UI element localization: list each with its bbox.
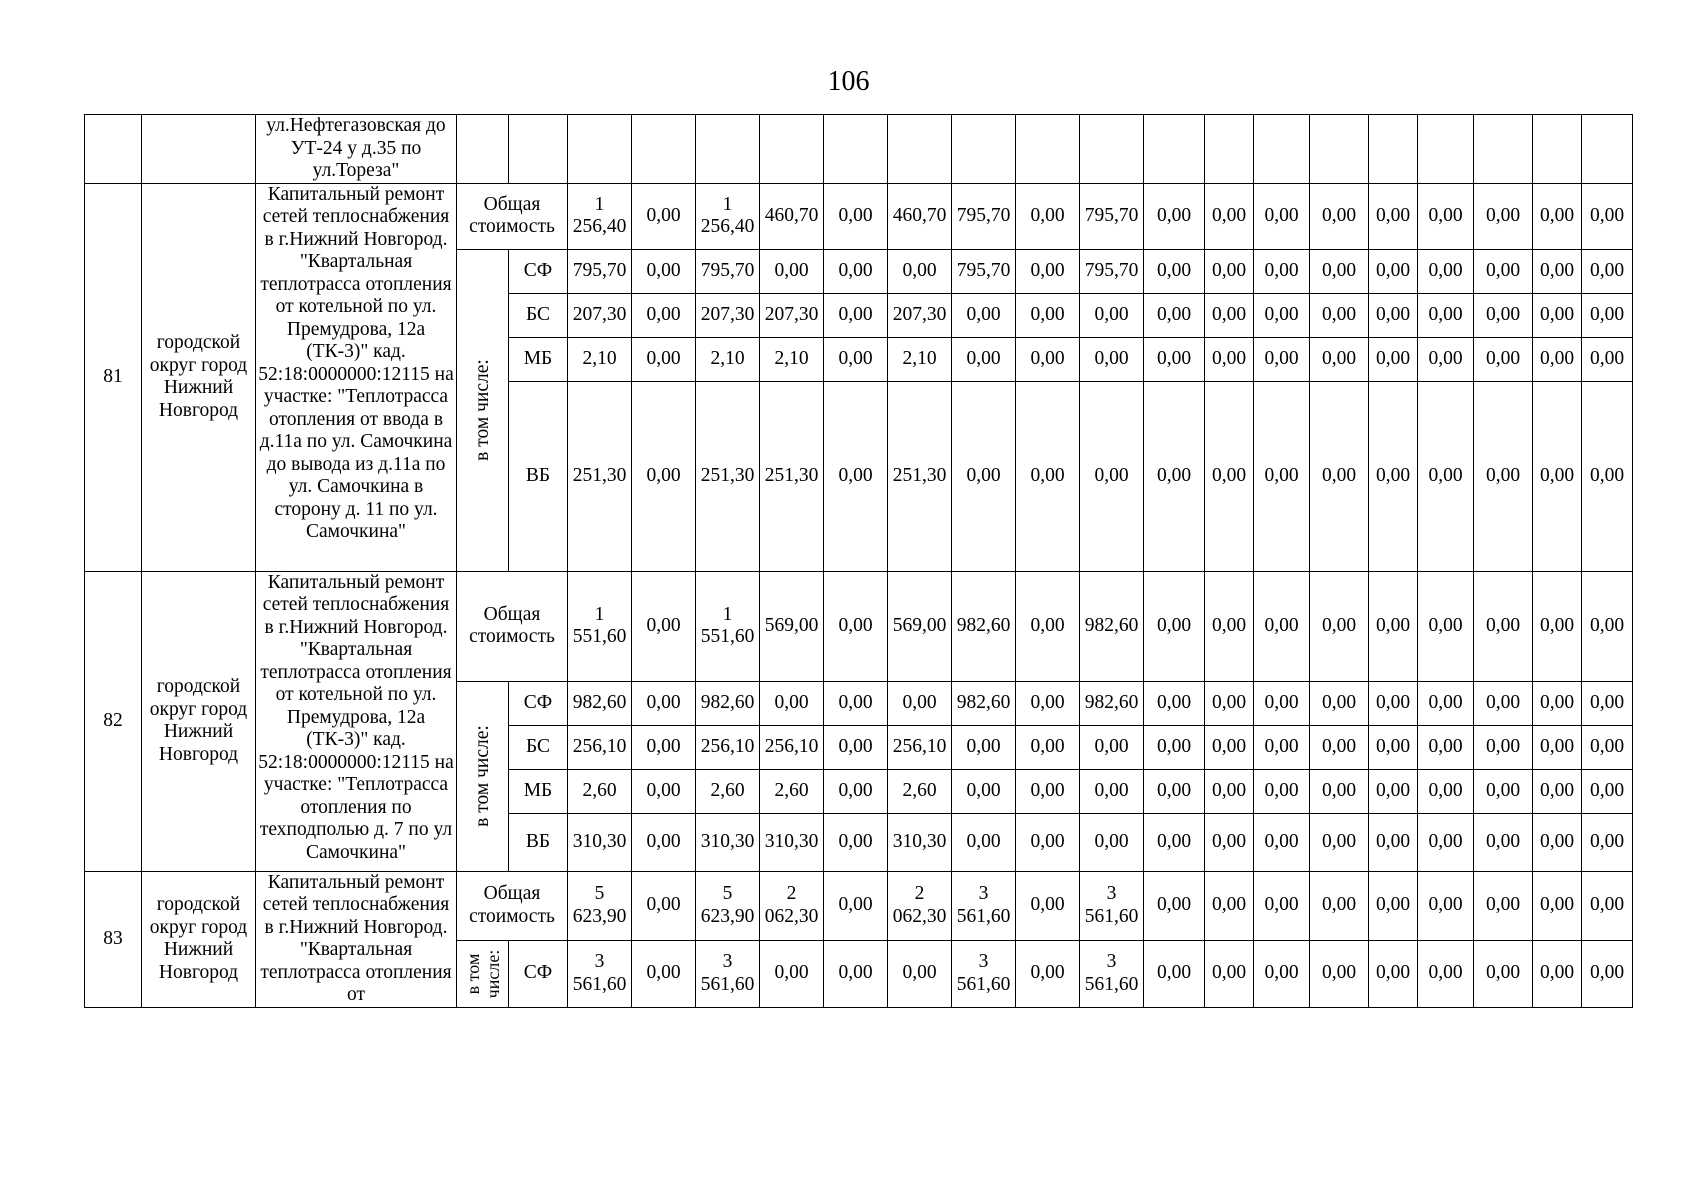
value-cell: 0,00 [1369, 725, 1418, 769]
value-cell: 0,00 [952, 725, 1016, 769]
value-cell: 0,00 [824, 337, 888, 381]
empty-cell [824, 115, 888, 184]
value-cell: 569,00 [888, 571, 952, 681]
value-cell: 5 623,90 [568, 871, 632, 940]
value-cell: 0,00 [632, 337, 696, 381]
value-cell: 0,00 [1474, 571, 1533, 681]
empty-cell [1474, 115, 1533, 184]
value-cell: 0,00 [1144, 571, 1205, 681]
value-cell: 0,00 [1205, 871, 1254, 940]
value-cell: 0,00 [824, 381, 888, 571]
value-cell: 982,60 [952, 571, 1016, 681]
value-cell: 0,00 [632, 871, 696, 940]
value-cell: 0,00 [1254, 183, 1310, 249]
value-cell: 0,00 [1582, 183, 1633, 249]
value-cell: 0,00 [1582, 681, 1633, 725]
value-cell: 0,00 [632, 813, 696, 871]
value-cell: 0,00 [1582, 725, 1633, 769]
municipality-cell: городской округ город Нижний Новгород [142, 183, 256, 571]
value-cell: 0,00 [824, 183, 888, 249]
object-description-cell: ул.Нефтегазовская до УТ-24 у д.35 по ул.Тореза" [256, 115, 457, 184]
value-cell: 251,30 [760, 381, 824, 571]
empty-cell [509, 115, 568, 184]
value-cell: 0,00 [888, 249, 952, 293]
value-cell: 0,00 [632, 769, 696, 813]
value-cell: 0,00 [1369, 769, 1418, 813]
value-cell: 0,00 [1080, 381, 1144, 571]
value-cell: 0,00 [1144, 183, 1205, 249]
source-label-cell: ВБ [509, 813, 568, 871]
value-cell: 0,00 [1369, 249, 1418, 293]
value-cell: 207,30 [696, 293, 760, 337]
value-cell: 0,00 [1144, 769, 1205, 813]
value-cell: 0,00 [1144, 337, 1205, 381]
value-cell: 1 256,40 [696, 183, 760, 249]
value-cell: 2,10 [888, 337, 952, 381]
value-cell: 0,00 [1474, 769, 1533, 813]
value-cell: 0,00 [1474, 681, 1533, 725]
empty-cell [568, 115, 632, 184]
object-description-cell: Капитальный ремонт сетей теплоснабжения в г.Нижний Новгород. "Квартальная теплотрасса отопления от котельной по ул. Премудрова, 12а (ТК-3)" кад. 52:18:0000000:12115 на участке: "Теплотрасса отопления по техподполью д. 7 по ул Самочкина" [256, 571, 457, 871]
including-label-text: в том числе: [471, 725, 493, 827]
value-cell: 0,00 [1310, 871, 1369, 940]
empty-cell [1418, 115, 1474, 184]
value-cell: 0,00 [1474, 940, 1533, 1007]
value-cell: 0,00 [1205, 183, 1254, 249]
value-cell: 982,60 [1080, 681, 1144, 725]
value-cell: 0,00 [1144, 293, 1205, 337]
value-cell: 460,70 [888, 183, 952, 249]
value-cell: 0,00 [1254, 681, 1310, 725]
value-cell: 0,00 [1533, 940, 1582, 1007]
value-cell: 0,00 [1144, 249, 1205, 293]
empty-cell [1533, 115, 1582, 184]
value-cell: 982,60 [568, 681, 632, 725]
value-cell: 0,00 [824, 871, 888, 940]
including-label-text: в том числе: [471, 359, 493, 461]
value-cell: 569,00 [760, 571, 824, 681]
value-cell: 0,00 [760, 681, 824, 725]
value-cell: 0,00 [1144, 381, 1205, 571]
value-cell: 795,70 [952, 183, 1016, 249]
empty-cell [696, 115, 760, 184]
value-cell: 0,00 [1533, 769, 1582, 813]
value-cell: 0,00 [1474, 249, 1533, 293]
value-cell: 0,00 [1418, 571, 1474, 681]
value-cell: 0,00 [1016, 813, 1080, 871]
value-cell: 0,00 [1016, 249, 1080, 293]
value-cell: 0,00 [1533, 249, 1582, 293]
value-cell: 0,00 [824, 249, 888, 293]
value-cell: 0,00 [1533, 871, 1582, 940]
source-label-cell: ВБ [509, 381, 568, 571]
value-cell: 0,00 [1016, 381, 1080, 571]
value-cell: 0,00 [1474, 871, 1533, 940]
value-cell: 0,00 [1418, 337, 1474, 381]
value-cell: 0,00 [1016, 183, 1080, 249]
value-cell: 0,00 [888, 940, 952, 1007]
row-number-cell [85, 115, 142, 184]
including-label-cell [457, 940, 509, 1007]
value-cell: 0,00 [824, 681, 888, 725]
value-cell: 795,70 [696, 249, 760, 293]
value-cell: 0,00 [632, 571, 696, 681]
value-cell: 207,30 [568, 293, 632, 337]
value-cell: 0,00 [1016, 681, 1080, 725]
value-cell: 0,00 [824, 940, 888, 1007]
value-cell: 0,00 [1533, 337, 1582, 381]
value-cell: 0,00 [1205, 381, 1254, 571]
value-cell: 3 561,60 [568, 940, 632, 1007]
value-cell: 0,00 [1310, 769, 1369, 813]
value-cell: 0,00 [1310, 183, 1369, 249]
value-cell: 0,00 [1254, 293, 1310, 337]
empty-cell [760, 115, 824, 184]
value-cell: 2,60 [760, 769, 824, 813]
value-cell: 0,00 [1369, 571, 1418, 681]
empty-cell [1016, 115, 1080, 184]
empty-cell [1080, 115, 1144, 184]
value-cell: 310,30 [888, 813, 952, 871]
value-cell: 0,00 [632, 940, 696, 1007]
value-cell: 0,00 [1369, 293, 1418, 337]
source-label-cell: СФ [509, 681, 568, 725]
value-cell: 0,00 [632, 183, 696, 249]
value-cell: 310,30 [696, 813, 760, 871]
value-cell: 0,00 [760, 249, 824, 293]
value-cell: 0,00 [632, 725, 696, 769]
value-cell: 0,00 [1144, 940, 1205, 1007]
value-cell: 1 551,60 [696, 571, 760, 681]
empty-cell [1144, 115, 1205, 184]
value-cell: 0,00 [1582, 293, 1633, 337]
value-cell: 0,00 [1310, 681, 1369, 725]
value-cell: 207,30 [888, 293, 952, 337]
including-label-cell [457, 681, 509, 871]
value-cell: 0,00 [824, 571, 888, 681]
value-cell: 0,00 [1254, 337, 1310, 381]
value-cell: 0,00 [1418, 381, 1474, 571]
value-cell: 1 551,60 [568, 571, 632, 681]
value-cell: 0,00 [952, 381, 1016, 571]
empty-cell [632, 115, 696, 184]
value-cell: 0,00 [1254, 249, 1310, 293]
value-cell: 0,00 [1418, 249, 1474, 293]
value-cell: 256,10 [696, 725, 760, 769]
value-cell: 0,00 [1533, 381, 1582, 571]
value-cell: 795,70 [568, 249, 632, 293]
value-cell: 0,00 [1582, 381, 1633, 571]
row-number-cell: 82 [85, 571, 142, 871]
value-cell: 0,00 [888, 681, 952, 725]
empty-cell [952, 115, 1016, 184]
value-cell: 0,00 [1254, 725, 1310, 769]
value-cell: 0,00 [1205, 337, 1254, 381]
value-cell: 0,00 [1254, 871, 1310, 940]
value-cell: 2,10 [760, 337, 824, 381]
value-cell: 0,00 [1016, 769, 1080, 813]
value-cell: 0,00 [1418, 183, 1474, 249]
value-cell: 2,10 [568, 337, 632, 381]
source-label-cell: БС [509, 725, 568, 769]
value-cell: 3 561,60 [1080, 871, 1144, 940]
value-cell: 5 623,90 [696, 871, 760, 940]
value-cell: 795,70 [1080, 249, 1144, 293]
value-cell: 0,00 [1418, 871, 1474, 940]
including-label-cell [457, 249, 509, 571]
value-cell: 0,00 [1310, 725, 1369, 769]
value-cell: 310,30 [760, 813, 824, 871]
value-cell: 0,00 [1582, 337, 1633, 381]
value-cell: 0,00 [1205, 940, 1254, 1007]
block-total-row [85, 571, 1633, 681]
value-cell: 310,30 [568, 813, 632, 871]
value-cell: 251,30 [568, 381, 632, 571]
source-label-cell: БС [509, 293, 568, 337]
value-cell: 2 062,30 [888, 871, 952, 940]
value-cell: 0,00 [1369, 813, 1418, 871]
value-cell: 0,00 [1080, 813, 1144, 871]
value-cell: 0,00 [1474, 381, 1533, 571]
value-cell: 0,00 [1080, 725, 1144, 769]
value-cell: 0,00 [1016, 337, 1080, 381]
value-cell: 0,00 [632, 293, 696, 337]
total-label-cell: Общая стоимость [457, 871, 568, 940]
value-cell: 0,00 [632, 681, 696, 725]
empty-cell [1205, 115, 1254, 184]
row-number-cell: 81 [85, 183, 142, 571]
value-cell: 2,60 [696, 769, 760, 813]
value-cell: 0,00 [1582, 813, 1633, 871]
value-cell: 0,00 [1533, 293, 1582, 337]
value-cell: 0,00 [1533, 725, 1582, 769]
value-cell: 2,60 [888, 769, 952, 813]
value-cell: 460,70 [760, 183, 824, 249]
value-cell: 256,10 [888, 725, 952, 769]
value-cell: 0,00 [1205, 249, 1254, 293]
value-cell: 0,00 [1205, 725, 1254, 769]
source-label-cell: СФ [509, 940, 568, 1007]
value-cell: 0,00 [1310, 940, 1369, 1007]
value-cell: 795,70 [1080, 183, 1144, 249]
value-cell: 0,00 [1582, 871, 1633, 940]
value-cell: 0,00 [1369, 381, 1418, 571]
value-cell: 0,00 [1474, 337, 1533, 381]
value-cell: 3 561,60 [952, 940, 1016, 1007]
value-cell: 0,00 [1144, 813, 1205, 871]
municipality-cell: городской округ город Нижний Новгород [142, 571, 256, 871]
value-cell: 0,00 [1582, 571, 1633, 681]
source-label-cell: МБ [509, 337, 568, 381]
value-cell: 0,00 [1205, 769, 1254, 813]
value-cell: 0,00 [952, 337, 1016, 381]
value-cell: 0,00 [1369, 337, 1418, 381]
empty-cell [1369, 115, 1418, 184]
value-cell: 0,00 [824, 293, 888, 337]
value-cell: 0,00 [1418, 725, 1474, 769]
value-cell: 0,00 [1418, 681, 1474, 725]
value-cell: 0,00 [1369, 871, 1418, 940]
value-cell: 0,00 [824, 813, 888, 871]
value-cell: 0,00 [1310, 337, 1369, 381]
value-cell: 0,00 [1205, 813, 1254, 871]
value-cell: 0,00 [1310, 571, 1369, 681]
value-cell: 0,00 [1474, 813, 1533, 871]
value-cell: 2,60 [568, 769, 632, 813]
value-cell: 0,00 [1369, 681, 1418, 725]
value-cell: 982,60 [952, 681, 1016, 725]
block-total-row [85, 871, 1633, 940]
value-cell: 256,10 [568, 725, 632, 769]
value-cell: 0,00 [1254, 940, 1310, 1007]
value-cell: 1 256,40 [568, 183, 632, 249]
value-cell: 0,00 [1369, 940, 1418, 1007]
value-cell: 2,10 [696, 337, 760, 381]
value-cell: 0,00 [1205, 571, 1254, 681]
value-cell: 0,00 [1533, 571, 1582, 681]
value-cell: 795,70 [952, 249, 1016, 293]
empty-cell [1254, 115, 1310, 184]
value-cell: 0,00 [1205, 293, 1254, 337]
row-number-cell: 83 [85, 871, 142, 1007]
page-number: 106 [827, 66, 870, 97]
value-cell: 0,00 [1418, 813, 1474, 871]
value-cell: 0,00 [1205, 681, 1254, 725]
value-cell: 0,00 [1016, 940, 1080, 1007]
value-cell: 0,00 [1254, 813, 1310, 871]
value-cell: 3 561,60 [696, 940, 760, 1007]
value-cell: 251,30 [696, 381, 760, 571]
value-cell: 0,00 [1080, 337, 1144, 381]
value-cell: 0,00 [1080, 293, 1144, 337]
value-cell: 0,00 [632, 381, 696, 571]
value-cell: 982,60 [696, 681, 760, 725]
value-cell: 0,00 [1582, 769, 1633, 813]
value-cell: 0,00 [1016, 571, 1080, 681]
value-cell: 0,00 [1582, 249, 1633, 293]
value-cell: 0,00 [1474, 293, 1533, 337]
value-cell: 0,00 [952, 813, 1016, 871]
value-cell: 0,00 [952, 293, 1016, 337]
continuation-row [85, 115, 1633, 184]
value-cell: 0,00 [1474, 725, 1533, 769]
value-cell: 0,00 [632, 249, 696, 293]
value-cell: 0,00 [952, 769, 1016, 813]
empty-cell [457, 115, 509, 184]
value-cell: 0,00 [1418, 940, 1474, 1007]
value-cell: 0,00 [1310, 293, 1369, 337]
object-description-cell: Капитальный ремонт сетей теплоснабжения в г.Нижний Новгород. "Квартальная теплотрасса отопления от котельной по ул. Премудрова, 12а (ТК-3)" кад. 52:18:0000000:12115 на участке: "Теплотрасса отопления от ввода в д.11а по ул. Самочкина до вывода из д.11а по ул. Самочкина в сторону д. 11 по ул. Самочкина" [256, 183, 457, 571]
including-label-text: в том числе: [462, 949, 503, 998]
value-cell: 0,00 [1369, 183, 1418, 249]
value-cell: 0,00 [1310, 249, 1369, 293]
value-cell: 0,00 [1144, 681, 1205, 725]
value-cell: 207,30 [760, 293, 824, 337]
empty-cell [1582, 115, 1633, 184]
value-cell: 256,10 [760, 725, 824, 769]
total-label-cell: Общая стоимость [457, 183, 568, 249]
municipality-cell [142, 115, 256, 184]
value-cell: 982,60 [1080, 571, 1144, 681]
value-cell: 0,00 [1080, 769, 1144, 813]
value-cell: 0,00 [1016, 725, 1080, 769]
value-cell: 0,00 [1582, 940, 1633, 1007]
value-cell: 0,00 [1016, 871, 1080, 940]
value-cell: 0,00 [1254, 769, 1310, 813]
source-label-cell: СФ [509, 249, 568, 293]
value-cell: 0,00 [1016, 293, 1080, 337]
value-cell: 0,00 [1418, 769, 1474, 813]
value-cell: 3 561,60 [1080, 940, 1144, 1007]
value-cell: 0,00 [1533, 183, 1582, 249]
value-cell: 251,30 [888, 381, 952, 571]
object-description-cell: Капитальный ремонт сетей теплоснабжения в г.Нижний Новгород. "Квартальная теплотрасса отопления от [256, 871, 457, 1007]
value-cell: 0,00 [1533, 681, 1582, 725]
value-cell: 0,00 [1254, 571, 1310, 681]
value-cell: 0,00 [1310, 813, 1369, 871]
value-cell: 0,00 [1310, 381, 1369, 571]
value-cell: 0,00 [824, 725, 888, 769]
municipality-cell: городской округ город Нижний Новгород [142, 871, 256, 1007]
value-cell: 0,00 [760, 940, 824, 1007]
value-cell: 2 062,30 [760, 871, 824, 940]
block-total-row [85, 183, 1633, 249]
total-label-cell: Общая стоимость [457, 571, 568, 681]
empty-cell [1310, 115, 1369, 184]
funding-table [84, 114, 1633, 1008]
value-cell: 0,00 [1474, 183, 1533, 249]
value-cell: 0,00 [1254, 381, 1310, 571]
value-cell: 0,00 [824, 769, 888, 813]
source-label-cell: МБ [509, 769, 568, 813]
value-cell: 0,00 [1418, 293, 1474, 337]
value-cell: 0,00 [1144, 725, 1205, 769]
value-cell: 3 561,60 [952, 871, 1016, 940]
empty-cell [888, 115, 952, 184]
value-cell: 0,00 [1144, 871, 1205, 940]
value-cell: 0,00 [1533, 813, 1582, 871]
